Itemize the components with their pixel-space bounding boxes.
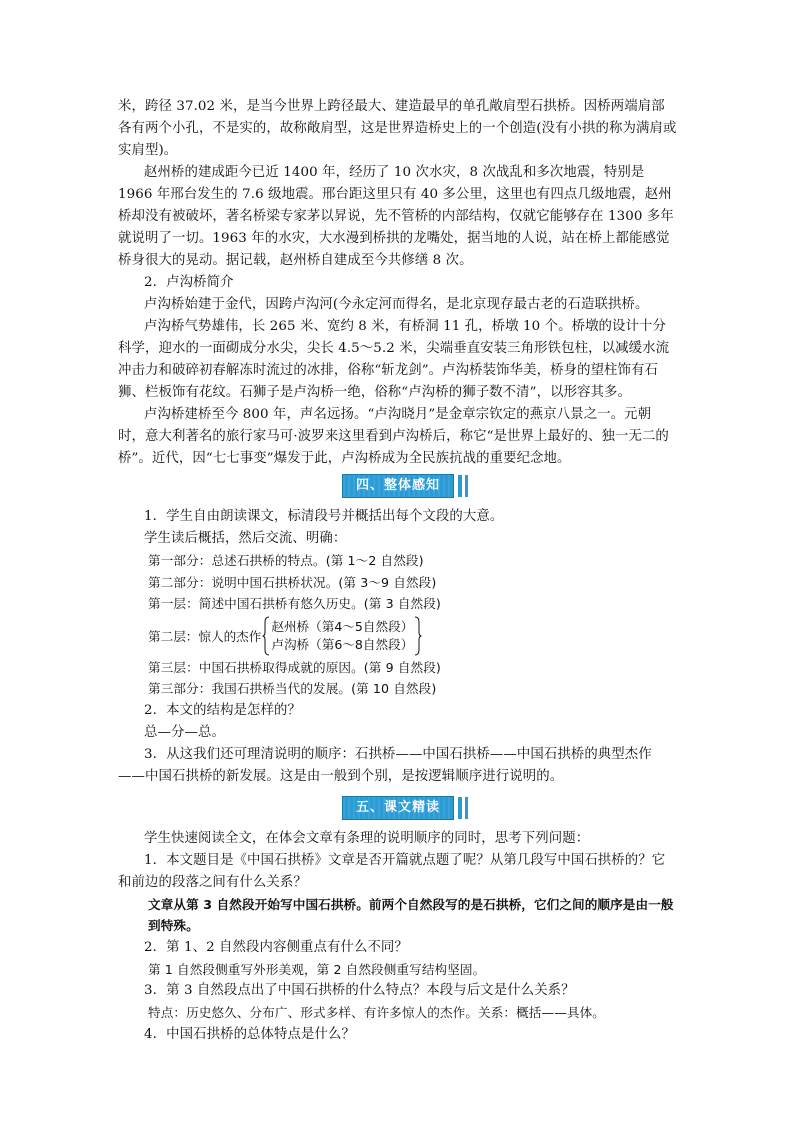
question-four: 4．中国石拱桥的总体特点是什么？: [144, 1026, 355, 1042]
task-summarize: 学生读后概括，然后交流、明确：: [144, 531, 347, 546]
subheading-lugou-intro: 2．卢沟桥简介: [144, 275, 234, 290]
answer-part-one: 第一部分：总述石拱桥的特点。(第 1～2 自然段): [148, 553, 424, 568]
layer-two-items: [271, 618, 413, 654]
brace-icon: [262, 616, 270, 656]
task-read-aloud: 1．学生自由朗读课文，标清段号并概括出每个文段的大意。: [144, 509, 504, 524]
answer-part-three: 第三部分：我国石拱桥当代的发展。(第 10 自然段): [148, 681, 437, 696]
section-five-banner: [118, 796, 678, 822]
answer-layer-two: [118, 615, 678, 657]
closing-brace-icon: [414, 616, 422, 656]
question-one: 1．本文题目是《中国石拱桥》文章是否开篇就点题了呢？从第几段写中国石拱桥的？它和前边的段落之间有什么关系？: [118, 852, 666, 890]
section-four-banner: [118, 474, 678, 500]
reading-instructions: 学生快速阅读全文，在体会文章有条理的说明顺序的同时，思考下列问题：: [144, 830, 590, 846]
answer-structure: 总—分—总。: [144, 724, 225, 740]
layer-two-item-lugou: 卢沟桥（第6～8自然段）: [271, 636, 414, 652]
document-content: [118, 96, 678, 1046]
question-two: 2．第 1、2 自然段内容侧重点有什么不同？: [144, 939, 408, 955]
section-four-title: 四、整体感知: [342, 474, 454, 498]
answer-one: 文章从第 3 自然段开始写中国石拱桥。前两个自然段写的是石拱桥，它们之间的顺序是由一般到特殊。: [148, 896, 674, 933]
answer-two: 第 1 自然段侧重写外形美观，第 2 自然段侧重写结构坚固。: [148, 961, 486, 977]
paragraph-lugou-structure: 卢沟桥气势雄伟，长 265 米、宽约 8 米，有桥洞 11 孔，桥墩 10 个。桥墩的设计十分科学，迎水的一面砌成分水尖，尖长 4.5～5.2 米，尖端垂直安装三角形铁包柱，以减缓水流冲击力和破碎初春解冻时流过的冰排，俗称“斩龙剑”。卢沟桥装饰华美，桥身的望柱饰有石狮、栏板饰有花纹。石狮子是卢沟桥一绝，俗称“卢沟桥的狮子数不清”，以形容其多。: [118, 319, 670, 400]
section-five-title: 五、课文精读: [342, 796, 454, 820]
answer-three: 特点：历史悠久、分布广、形式多样、有许多惊人的杰作。关系：概括——具体。: [148, 1005, 605, 1020]
layer-two-item-zhaozhou: 赵州桥（第4～5自然段）: [271, 618, 414, 634]
paragraph-lugou-origin: 卢沟桥始建于金代，因跨卢沟河(今永定河而得名，是北京现存最古老的石造联拱桥。: [144, 297, 649, 312]
paragraph-lugou-fame: 卢沟桥建桥至今 800 年，声名远扬。“卢沟晓月”是金章宗钦定的燕京八景之一。元朝时，意大利著名的旅行家马可·波罗来这里看到卢沟桥后，称它“是世界上最好的、独一无二的桥”。近代，因“七七事变”爆发于此，卢沟桥成为全民族抗战的重要纪念地。: [118, 407, 669, 466]
answer-layer-one: 第一层：简述中国石拱桥有悠久历史。(第 3 自然段): [148, 596, 441, 611]
paragraph-zhaozhou-history: 赵州桥的建成距今已近 1400 年，经历了 10 次水灾，8 次战乱和多次地震，特别是 1966 年邢台发生的 7.6 级地震。邢台距这里只有 40 多公里，这里也有四点几级地震，赵州桥却没有被破坏，著名桥梁专家茅以昇说，先不管桥的内部结构，仅就它能够存在 1300 多年就说明了一切。1963 年的水灾，大水漫到桥拱的龙嘴处，据当地的人说，站在桥上都能感觉桥身很大的晃动。据记载，赵州桥自建成至今共修缮 8 次。: [118, 165, 674, 268]
note-explanation-order: 3．从这我们还可理清说明的顺序：石拱桥——中国石拱桥——中国石拱桥的典型杰作——中国石拱桥的新发展。这是由一般到个别，是按逻辑顺序进行说明的。: [118, 746, 652, 784]
layer-two-label: 第二层：惊人的杰作: [148, 629, 262, 644]
question-structure: 2．本文的结构是怎样的？: [144, 702, 302, 718]
question-three: 3．第 3 自然段点出了中国石拱桥的什么特点？本段与后文是什么关系？: [144, 983, 575, 998]
paragraph-zhaozhou-span: 米，跨径 37.02 米，是当今世界上跨径最大、建造最早的单孔敞肩型石拱桥。因桥两端肩部各有两个小孔，不是实的，故称敞肩型，这是世界造桥史上的一个创造(没有小拱的称为满肩或实肩型)。: [118, 99, 677, 158]
answer-layer-three: 第三层：中国石拱桥取得成就的原因。(第 9 自然段): [148, 659, 441, 675]
answer-part-two: 第二部分：说明中国石拱桥状况。(第 3～9 自然段): [148, 574, 437, 590]
